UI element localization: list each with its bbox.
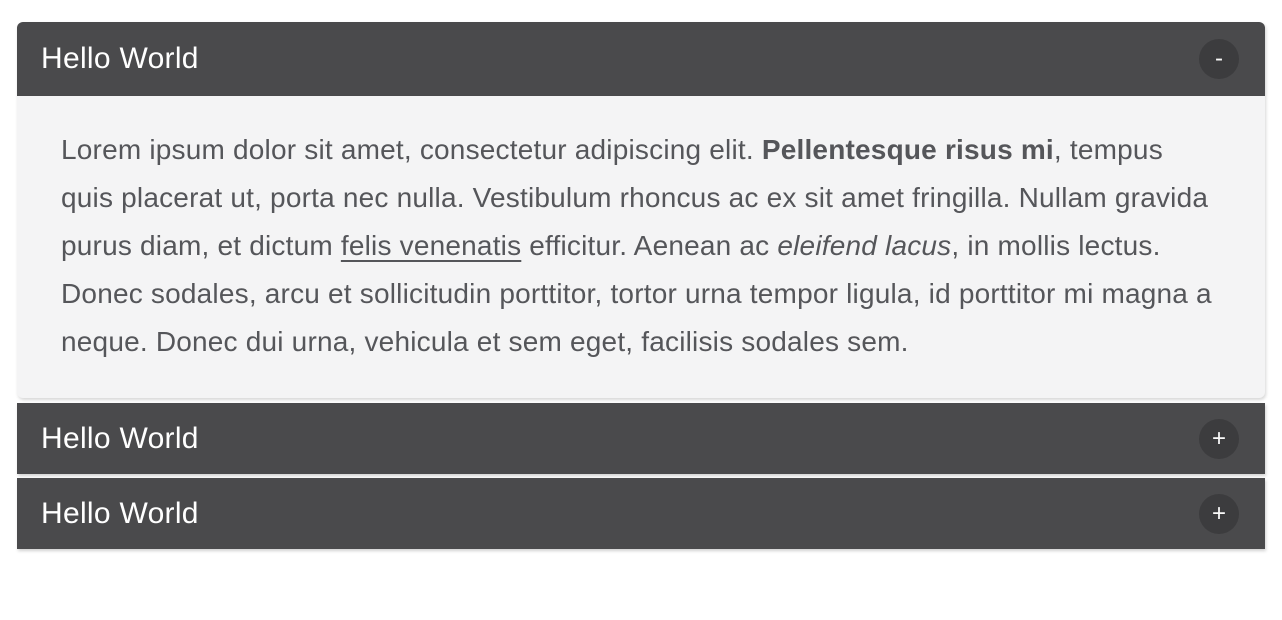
- text-segment-normal: , tempus quis placerat ut, porta nec nulla. Vestibulum rhoncus ac ex sit amet fringilla. Nullam gravida purus diam, et dictum: [61, 134, 1209, 261]
- panel-paragraph: [61, 126, 1213, 366]
- accordion-header-3[interactable]: [17, 478, 1265, 549]
- accordion-header-2[interactable]: [17, 403, 1265, 474]
- plus-icon: +: [1211, 499, 1226, 527]
- accordion-title-1: Hello World: [41, 42, 199, 75]
- accordion-title-3: Hello World: [41, 496, 199, 530]
- accordion-panel-1: [17, 96, 1265, 398]
- text-segment-italic: eleifend lacus: [777, 230, 952, 261]
- text-segment-normal: efficitur. Aenean ac: [521, 230, 778, 261]
- accordion-title-2: Hello World: [41, 421, 199, 455]
- text-segment-bold: Pellentesque risus mi: [761, 134, 1054, 165]
- accordion: [17, 22, 1265, 549]
- accordion-item-1: [17, 22, 1265, 398]
- text-segment-normal: , in mollis lectus. Donec sodales, arcu et sollicitudin porttitor, tortor urna tempor ligula, id porttitor mi magna a neque. Donec dui urna, vehicula et sem eget, facilisis sodales sem.: [61, 230, 1212, 357]
- expand-toggle-button-3[interactable]: [1199, 494, 1239, 534]
- text-segment-normal: Lorem ipsum dolor sit amet, consectetur adipiscing elit.: [61, 134, 762, 165]
- text-segment-underline: felis venenatis: [340, 230, 522, 261]
- expand-toggle-button-2[interactable]: [1199, 419, 1239, 459]
- collapse-toggle-button-1[interactable]: [1199, 39, 1239, 79]
- minus-icon: -: [1215, 45, 1223, 72]
- plus-icon: +: [1211, 424, 1226, 452]
- accordion-header-1[interactable]: [17, 22, 1265, 96]
